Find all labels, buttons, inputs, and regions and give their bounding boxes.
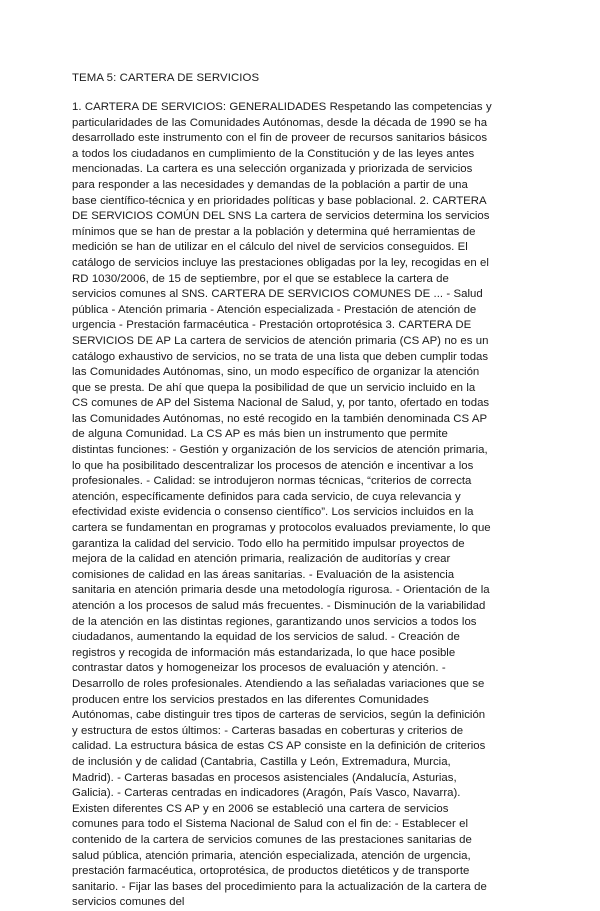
document-body: 1. CARTERA DE SERVICIOS: GENERALIDADES Respetando las competencias y particularidades de las Comunidades Autónomas, desde la década de 1990 se ha desarrollado este instrumento con el fin de proveer de recursos sanitarios básicos a todos los ciudadanos en cumplimiento de la Constitución y de las leyes antes mencionadas. La cartera es una selección organizada y priorizada de servicios para responder a las necesidades y demandas de la población a partir de una base científico-técnica y en prioridades políticas y base poblacional. 2. CARTERA DE SERVICIOS COMÚN DEL SNS La cartera de servicios determina los servicios mínimos que se han de prestar a la población y determina qué herramientas de medición se han de utilizar en el cálculo del nivel de servicios conseguidos. El catálogo de servicios incluye las prestaciones obligadas por la ley, recogidas en el RD 1030/2006, de 15 de septiembre, por el que se establece la cartera de servicios comunes al SNS. CARTERA DE SERVICIOS COMUNES DE ... - Salud pública - Atención primaria - Atención especializada - Prestación de atención de urgencia - Prestación farmacéutica - Prestación ortoprotésica 3. CARTERA DE SERVICIOS DE AP La cartera de servicios de atención primaria (CS AP) no es un catálogo exhaustivo de servicios, no se trata de una lista que deben cumplir todas las Comunidades Autónomas, sino, un modo específico de organizar la atención que se presta. De ahí que quepa la posibilidad de que un servicio incluido en la CS comunes de AP del Sistema Nacional de Salud, y, por tanto, ofertado en todas las Comunidades Autónomas, no esté recogido en la también denominada CS AP de alguna Comunidad. La CS AP es más bien un instrumento que permite distintas funciones: - Gestión y organización de los servicios de atención primaria, lo que ha posibilitado descentralizar los procesos de atención e incentivar a los profesionales. - Calidad: se introdujeron normas técnicas, “criterios de correcta atención, específicamente definidos para cada servicio, de cuya relevancia y efectividad existe evidencia o consenso científico”. Los servicios incluidos en la cartera se fundamentan en programas y protocolos evaluados previamente, lo que garantiza la calidad del servicio. Todo ello ha permitido impulsar proyectos de mejora de la calidad en atención primaria, realización de auditorías y crear comisiones de calidad en las áreas sanitarias. - Evaluación de la asistencia sanitaria en atención primaria desde una metodología rigurosa. - Orientación de la atención a los procesos de salud más frecuentes. - Disminución de la variabilidad de la atención en las distintas regiones, garantizando unos servicios a todos los ciudadanos, aumentando la equidad de los servicios de salud. - Creación de registros y recogida de información más estandarizada, lo que hace posible contrastar datos y homogeneizar los procesos de evaluación y atención. - Desarrollo de roles profesionales. Atendiendo a las señaladas variaciones que se producen entre los servicios prestados en las diferentes Comunidades Autónomas, cabe distinguir tres tipos de carteras de servicios, según la definición y estructura de estos últimos: - Carteras basadas en coberturas y criterios de calidad. La estructura básica de estas CS AP consiste en la definición de criterios de inclusión y de calidad (Cantabria, Castilla y León, Extremadura, Murcia, Madrid). - Carteras basadas en procesos asistenciales (Andalucía, Asturias, Galicia). - Carteras centradas en indicadores (Aragón, País Vasco, Navarra). Existen diferentes CS AP y en 2006 se estableció una cartera de servicios comunes para todo el Sistema Nacional de Salud con el fin de: - Establecer el contenido de la cartera de servicios comunes de las prestaciones sanitarias de salud pública, atención primaria, atención especializada, atención de urgencia, prestación farmacéutica, ortoprotésica, de productos dietéticos y de transporte sanitario. - Fijar las bases del procedimiento para la actualización de la cartera de servicios comunes del <box>72 101 492 909</box>
document-title: TEMA 5: CARTERA DE SERVICIOS <box>72 72 260 84</box>
